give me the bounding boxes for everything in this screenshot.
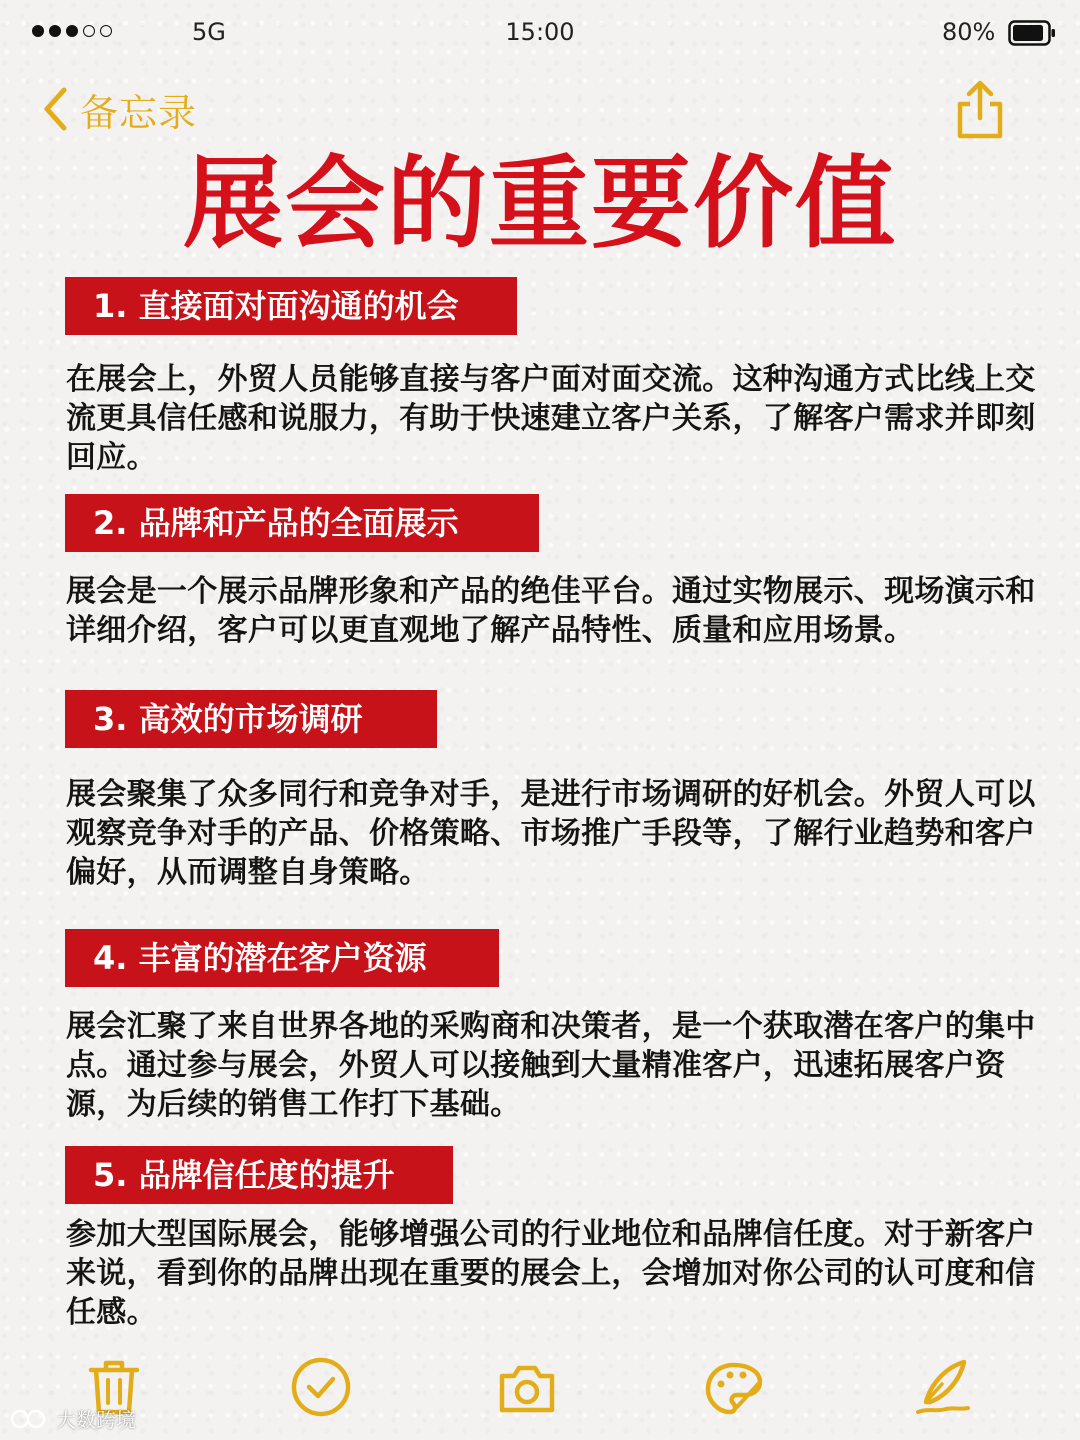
watermark-logo-icon (10, 1407, 50, 1431)
share-icon[interactable] (948, 78, 1012, 142)
section-body: 展会聚集了众多同行和竞争对手，是进行市场调研的好机会。外贸人可以观察竞争对手的产品、价格策略、市场推广手段等，了解行业趋势和客户偏好，从而调整自身策略。 (66, 777, 1036, 890)
back-button-label: 备忘录 (80, 90, 198, 135)
battery-icon (1008, 20, 1056, 46)
section-header: 3. 高效的市场调研 (65, 690, 437, 748)
watermark (10, 1404, 136, 1433)
section-body: 展会是一个展示品牌形象和产品的绝佳平台。通过实物展示、现场演示和详细介绍，客户可以更直观地了解产品特性、质量和应用场景。 (66, 574, 1036, 648)
page-title: 展会的重要价值 (183, 145, 897, 262)
watermark-text: 大数跨境 (56, 1408, 136, 1432)
network-type: 5G (192, 18, 226, 46)
section-header: 4. 丰富的潜在客户资源 (65, 929, 499, 987)
section-header: 5. 品牌信任度的提升 (65, 1146, 453, 1204)
pen-icon[interactable] (912, 1356, 974, 1418)
battery-percent: 80% (942, 18, 996, 46)
camera-icon[interactable] (496, 1358, 558, 1420)
back-button[interactable] (40, 82, 197, 136)
status-time: 15:00 (505, 18, 575, 46)
chevron-left-icon (40, 86, 70, 132)
checkmark-circle-icon[interactable] (290, 1356, 352, 1418)
section-header: 1. 直接面对面沟通的机会 (65, 277, 517, 335)
section-body: 在展会上，外贸人员能够直接与客户面对面交流。这种沟通方式比线上交流更具信任感和说服力，有助于快速建立客户关系，了解客户需求并即刻回应。 (66, 362, 1036, 475)
section-body: 展会汇聚了来自世界各地的采购商和决策者，是一个获取潜在客户的集中点。通过参与展会，外贸人可以接触到大量精准客户，迅速拓展客户资源，为后续的销售工作打下基础。 (66, 1009, 1036, 1122)
palette-icon[interactable] (703, 1358, 765, 1420)
section-header: 2. 品牌和产品的全面展示 (65, 494, 539, 552)
section-body: 参加大型国际展会，能够增强公司的行业地位和品牌信任度。对于新客户来说，看到你的品牌出现在重要的展会上，会增加对你公司的认可度和信任感。 (66, 1217, 1036, 1330)
status-bar (0, 0, 1080, 66)
